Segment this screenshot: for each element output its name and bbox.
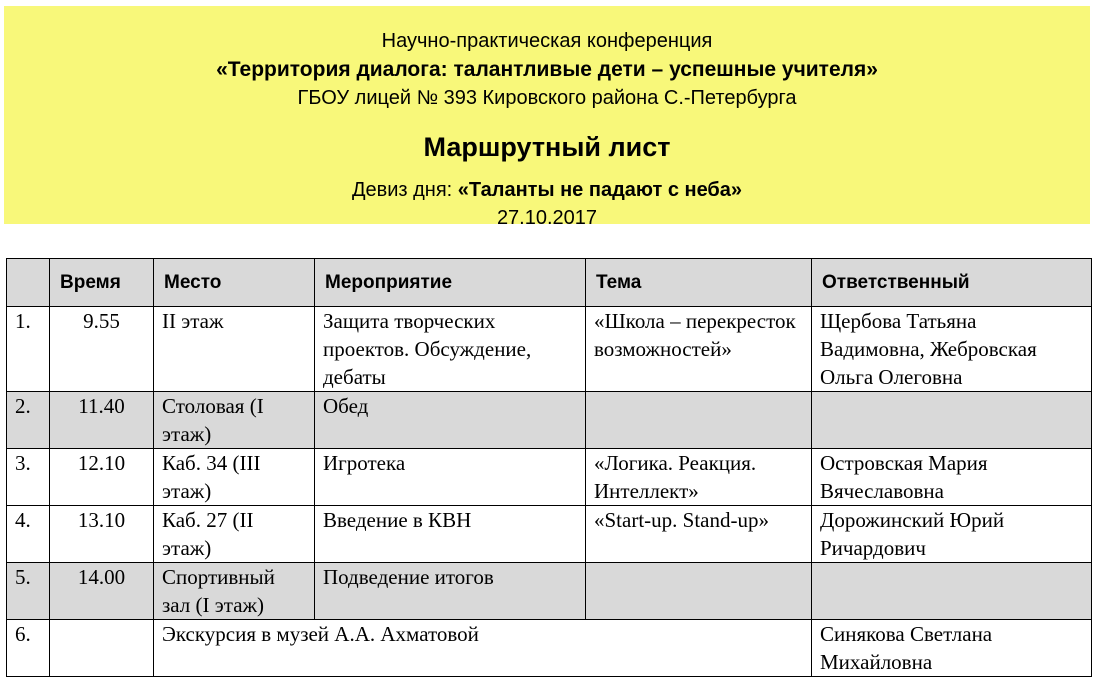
table-row [7, 620, 1092, 677]
row-num: 5. [7, 563, 50, 620]
row-place: II этаж [154, 307, 315, 392]
row-place: Столовая (I этаж) [154, 392, 315, 449]
row-time: 9.55 [50, 307, 154, 392]
conference-label: Научно-практическая конференция [381, 30, 713, 52]
row-responsible [812, 563, 1092, 620]
table-row [7, 506, 1092, 563]
column-header-responsible: Ответственный [812, 259, 1092, 307]
row-responsible: Дорожинский Юрий Ричардович [812, 506, 1092, 563]
event-date: 27.10.2017 [496, 207, 598, 229]
row-num: 4. [7, 506, 50, 563]
page-title: Маршрутный лист [423, 132, 671, 162]
row-place: Каб. 27 (II этаж) [154, 506, 315, 563]
motto-text: «Таланты не падают с неба» [457, 179, 743, 201]
row-num: 6. [7, 620, 50, 677]
school-name: ГБОУ лицей № 393 Кировского района С.-Петербурга [297, 87, 797, 109]
row-time: 12.10 [50, 449, 154, 506]
row-time: 13.10 [50, 506, 154, 563]
table-row [7, 449, 1092, 506]
column-header-place: Место [154, 259, 315, 307]
row-place: Каб. 34 (III этаж) [154, 449, 315, 506]
row-topic: «Start-up. Stand-up» [586, 506, 812, 563]
row-num: 1. [7, 307, 50, 392]
row-time: 11.40 [50, 392, 154, 449]
row-topic: «Школа – перекресток возможностей» [586, 307, 812, 392]
table-row [7, 563, 1092, 620]
conference-title: «Территория диалога: талантливые дети – успешные учителя» [216, 58, 878, 81]
route-table [6, 258, 1092, 677]
row-responsible [812, 392, 1092, 449]
row-time: 14.00 [50, 563, 154, 620]
row-topic [586, 563, 812, 620]
table-row [7, 392, 1092, 449]
row-topic: «Логика. Реакция. Интеллект» [586, 449, 812, 506]
row-time [50, 620, 154, 677]
table-header-row [7, 259, 1092, 307]
row-num: 2. [7, 392, 50, 449]
row-event: Обед [315, 392, 586, 449]
row-event: Подведение итогов [315, 563, 586, 620]
header-banner [4, 6, 1090, 229]
row-event: Введение в КВН [315, 506, 586, 563]
row-responsible: Островская Мария Вячеславовна [812, 449, 1092, 506]
column-header-time: Время [50, 259, 154, 307]
row-responsible: Щербова Татьяна Вадимовна, Жебровская Ольга Олеговна [812, 307, 1092, 392]
column-header-topic: Тема [586, 259, 812, 307]
column-header-event: Мероприятие [315, 259, 586, 307]
row-event: Защита творческих проектов. Обсуждение, дебаты [315, 307, 586, 392]
row-place: Спортивный зал (I этаж) [154, 563, 315, 620]
column-header-num [7, 259, 50, 307]
motto-label: Девиз дня: [351, 179, 458, 201]
row-responsible: Синякова Светлана Михайловна [812, 620, 1092, 677]
row-place: Экскурсия в музей А.А. Ахматовой [154, 620, 812, 677]
row-event: Игротека [315, 449, 586, 506]
motto-line [4, 178, 1090, 202]
row-num: 3. [7, 449, 50, 506]
table-row [7, 307, 1092, 392]
row-topic [586, 392, 812, 449]
